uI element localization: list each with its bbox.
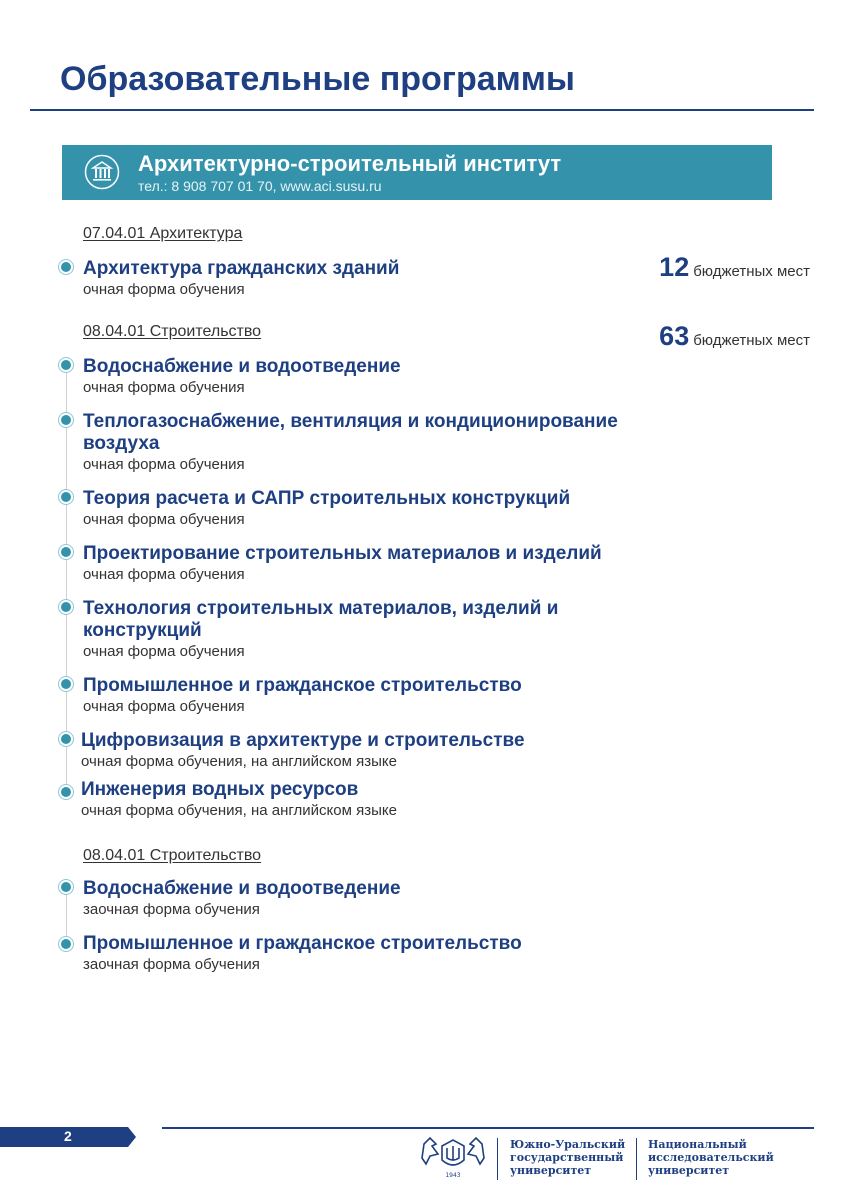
program-form: очная форма обучения, на английском языке xyxy=(81,753,397,770)
footer-separator xyxy=(497,1138,498,1180)
bullet-icon xyxy=(61,882,71,892)
footer-separator xyxy=(636,1138,637,1180)
program-form: очная форма обучения xyxy=(83,456,245,473)
institute-contact[interactable]: тел.: 8 908 707 01 70, www.aci.susu.ru xyxy=(138,178,382,194)
program-title: Водоснабжение и водоотведение xyxy=(83,878,401,899)
program-item xyxy=(83,675,522,717)
footer-divider xyxy=(162,1127,814,1129)
page-title: Образовательные программы xyxy=(60,60,575,98)
quota-label: бюджетных мест xyxy=(693,332,810,349)
program-item xyxy=(83,488,570,530)
quota-number: 12 xyxy=(659,252,690,282)
quota-label: бюджетных мест xyxy=(693,263,810,280)
program-item xyxy=(83,933,522,975)
institute-name: Архитектурно-строительный институт xyxy=(138,151,562,176)
program-title: Водоснабжение и водоотведение xyxy=(83,356,401,377)
bullet-icon xyxy=(61,360,71,370)
program-form: очная форма обучения xyxy=(83,379,245,396)
susu-crest-icon xyxy=(418,1134,488,1180)
logo-year: 1943 xyxy=(445,1172,461,1179)
page-number: 2 xyxy=(64,1128,72,1144)
program-item xyxy=(83,356,401,398)
program-title-line1: Теплогазоснабжение, вентиляция и кондиционирование xyxy=(83,411,618,432)
program-item xyxy=(83,258,399,300)
bullet-icon xyxy=(61,492,71,502)
bullet-icon xyxy=(61,734,71,744)
institute-banner xyxy=(62,145,772,200)
program-form: заочная форма обучения xyxy=(83,956,260,973)
bullet-icon xyxy=(61,602,71,612)
university-status xyxy=(648,1138,774,1177)
program-form: очная форма обучения xyxy=(83,698,245,715)
program-title: Инженерия водных ресурсов xyxy=(81,779,359,800)
program-title: Цифровизация в архитектуре и строительстве xyxy=(81,730,525,751)
program-form: очная форма обучения xyxy=(83,643,245,660)
university-line2: государственный xyxy=(510,1151,624,1164)
bullet-icon xyxy=(61,262,71,272)
bullet-icon xyxy=(61,415,71,425)
program-title: Промышленное и гражданское строительство xyxy=(83,675,522,696)
bullet-icon xyxy=(61,787,71,797)
program-form: очная форма обучения xyxy=(83,511,245,528)
program-form: очная форма обучения xyxy=(83,566,245,583)
program-timeline xyxy=(66,890,67,946)
program-item xyxy=(83,543,602,585)
bullet-icon xyxy=(61,939,71,949)
building-icon xyxy=(84,154,120,190)
program-title: Теория расчета и САПР строительных конструкций xyxy=(83,488,571,509)
budget-quota xyxy=(659,321,810,352)
program-title: Промышленное и гражданское строительство xyxy=(83,933,522,954)
program-item xyxy=(83,411,618,475)
university-name xyxy=(510,1138,625,1177)
section-code: 08.04.01 Строительство xyxy=(83,847,262,864)
program-timeline xyxy=(66,366,67,796)
status-line2: исследовательский xyxy=(648,1151,774,1164)
program-item xyxy=(83,598,558,662)
program-form: очная форма обучения, на английском языке xyxy=(81,802,397,819)
title-divider xyxy=(30,109,814,111)
quota-number: 63 xyxy=(659,321,690,351)
section-code: 07.04.01 Архитектура xyxy=(83,225,243,242)
bullet-icon xyxy=(61,547,71,557)
program-title: Архитектура гражданских зданий xyxy=(83,258,400,279)
status-line1: Национальный xyxy=(648,1138,747,1151)
program-title-line2: воздуха xyxy=(83,433,160,454)
program-title-line2: конструкций xyxy=(83,620,202,641)
program-item xyxy=(81,779,397,821)
budget-quota xyxy=(659,252,810,283)
university-line3: университет xyxy=(510,1164,592,1177)
program-form: очная форма обучения xyxy=(83,281,245,298)
program-item xyxy=(81,730,525,772)
section-code: 08.04.01 Строительство xyxy=(83,323,262,340)
university-line1: Южно-Уральский xyxy=(510,1138,626,1151)
program-form: заочная форма обучения xyxy=(83,901,260,918)
program-title-line1: Технология строительных материалов, изделий и xyxy=(83,598,559,619)
program-title: Проектирование строительных материалов и изделий xyxy=(83,543,602,564)
status-line3: университет xyxy=(648,1164,730,1177)
bullet-icon xyxy=(61,679,71,689)
program-item xyxy=(83,878,401,920)
